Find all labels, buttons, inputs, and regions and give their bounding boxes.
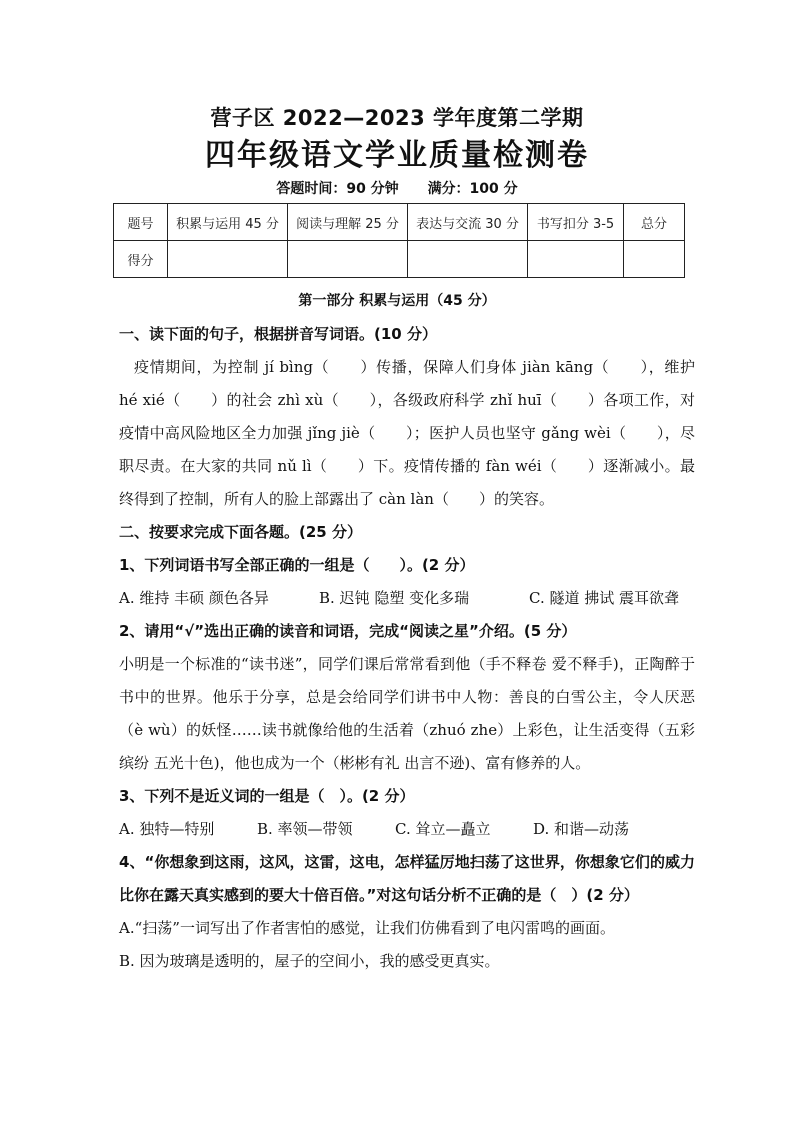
score-cell: 总分 — [624, 204, 685, 241]
q4-stem: 4、“你想象到这雨，这风，这雷，这电，怎样猛厉地扫荡了这世界，你想象它们的威力比你在露天真实感到的要大十倍百倍。”对这句话分析不正确的是（ ）(2 分） — [119, 853, 695, 904]
score-input-cell[interactable] — [408, 241, 528, 278]
exam-term-title: 营子区 2022—2023 学年度第二学期 — [210, 106, 584, 130]
q4-option-b[interactable]: B. 因为玻璃是透明的，屋子的空间小，我的感受更真实。 — [119, 952, 500, 970]
score-input-cell[interactable] — [624, 241, 685, 278]
q2-stem: 2、请用“√”选出正确的读音和词语，完成“阅读之星”介绍。(5 分） — [119, 622, 577, 640]
q1-options — [119, 582, 695, 615]
q3-options — [119, 813, 695, 846]
part1-title: 第一部分 积累与运用（45 分） — [298, 293, 496, 309]
score-cell: 阅读与理解 25 分 — [288, 204, 408, 241]
exam-content — [119, 318, 695, 978]
section2-heading: 二、按要求完成下面各题。(25 分） — [119, 523, 362, 541]
section1-heading: 一、读下面的句子，根据拼音写词语。(10 分） — [119, 325, 437, 343]
score-cell: 表达与交流 30 分 — [408, 204, 528, 241]
q3-stem: 3、下列不是近义词的一组是（ ）。(2 分） — [119, 787, 415, 805]
score-cell: 书写扣分 3-5 — [528, 204, 624, 241]
q3-option-a[interactable]: A. 独特—特别 — [119, 820, 215, 838]
score-input-cell[interactable] — [288, 241, 408, 278]
exam-meta — [0, 178, 794, 198]
score-cell: 得分 — [114, 241, 168, 278]
score-table-score-row — [114, 241, 685, 278]
score-table — [113, 203, 685, 278]
q1-stem: 1、下列词语书写全部正确的一组是（ ）。(2 分） — [119, 556, 475, 574]
full-score: 满分：100 分 — [427, 181, 518, 197]
exam-main-title: 四年级语文学业质量检测卷 — [205, 138, 589, 173]
q1-option-b[interactable]: B. 迟钝 隐塑 变化多瑞 — [319, 589, 470, 607]
score-cell: 题号 — [114, 204, 168, 241]
score-cell: 积累与运用 45 分 — [168, 204, 288, 241]
section1-passage: 疫情期间，为控制 jí bìng（ ）传播，保障人们身体 jiàn kāng（ ），维护 hé xié（ ）的社会 zhì xù（ ），各级政府科学 zhǐ huī（ ）各项工作，对疫情中高风险地区全力加强 jǐng jiè（ ）；医护人员也坚守 gǎng wèi（ ），尽职尽责。在大家的共同 nǔ lì（ ）下。疫情传播的 fàn wéi（ ）逐渐减小。最终得到了控制，所有人的脸上部露出了 càn làn（ ）的笑容。 — [119, 358, 695, 508]
score-input-cell[interactable] — [528, 241, 624, 278]
score-table-header-row — [114, 204, 685, 241]
q1-option-a[interactable]: A. 维持 丰硕 颜色各异 — [119, 589, 269, 607]
q4-option-a[interactable]: A.“扫荡”一词写出了作者害怕的感觉，让我们仿佛看到了电闪雷鸣的画面。 — [119, 919, 615, 937]
answer-time: 答题时间：90 分钟 — [276, 181, 399, 197]
q3-option-c[interactable]: C. 耸立—矗立 — [395, 820, 491, 838]
q1-option-c[interactable]: C. 隧道 拂试 震耳欲聋 — [529, 589, 680, 607]
q3-option-d[interactable]: D. 和谐—动荡 — [533, 820, 630, 838]
score-input-cell[interactable] — [168, 241, 288, 278]
q2-text: 小明是一个标准的“读书迷”，同学们课后常常看到他（手不释卷 爱不释手)，正陶醉于书中的世界。他乐于分享，总是会给同学们讲书中人物：善良的白雪公主，令人厌恶（è wù）的妖怪……读书就像给他的生活着（zhuó zhe）上彩色，让生活变得（五彩缤纷 五光十色)，他也成为一个（彬彬有礼 出言不逊)、富有修养的人。 — [119, 655, 695, 772]
q3-option-b[interactable]: B. 率领—带领 — [257, 820, 353, 838]
